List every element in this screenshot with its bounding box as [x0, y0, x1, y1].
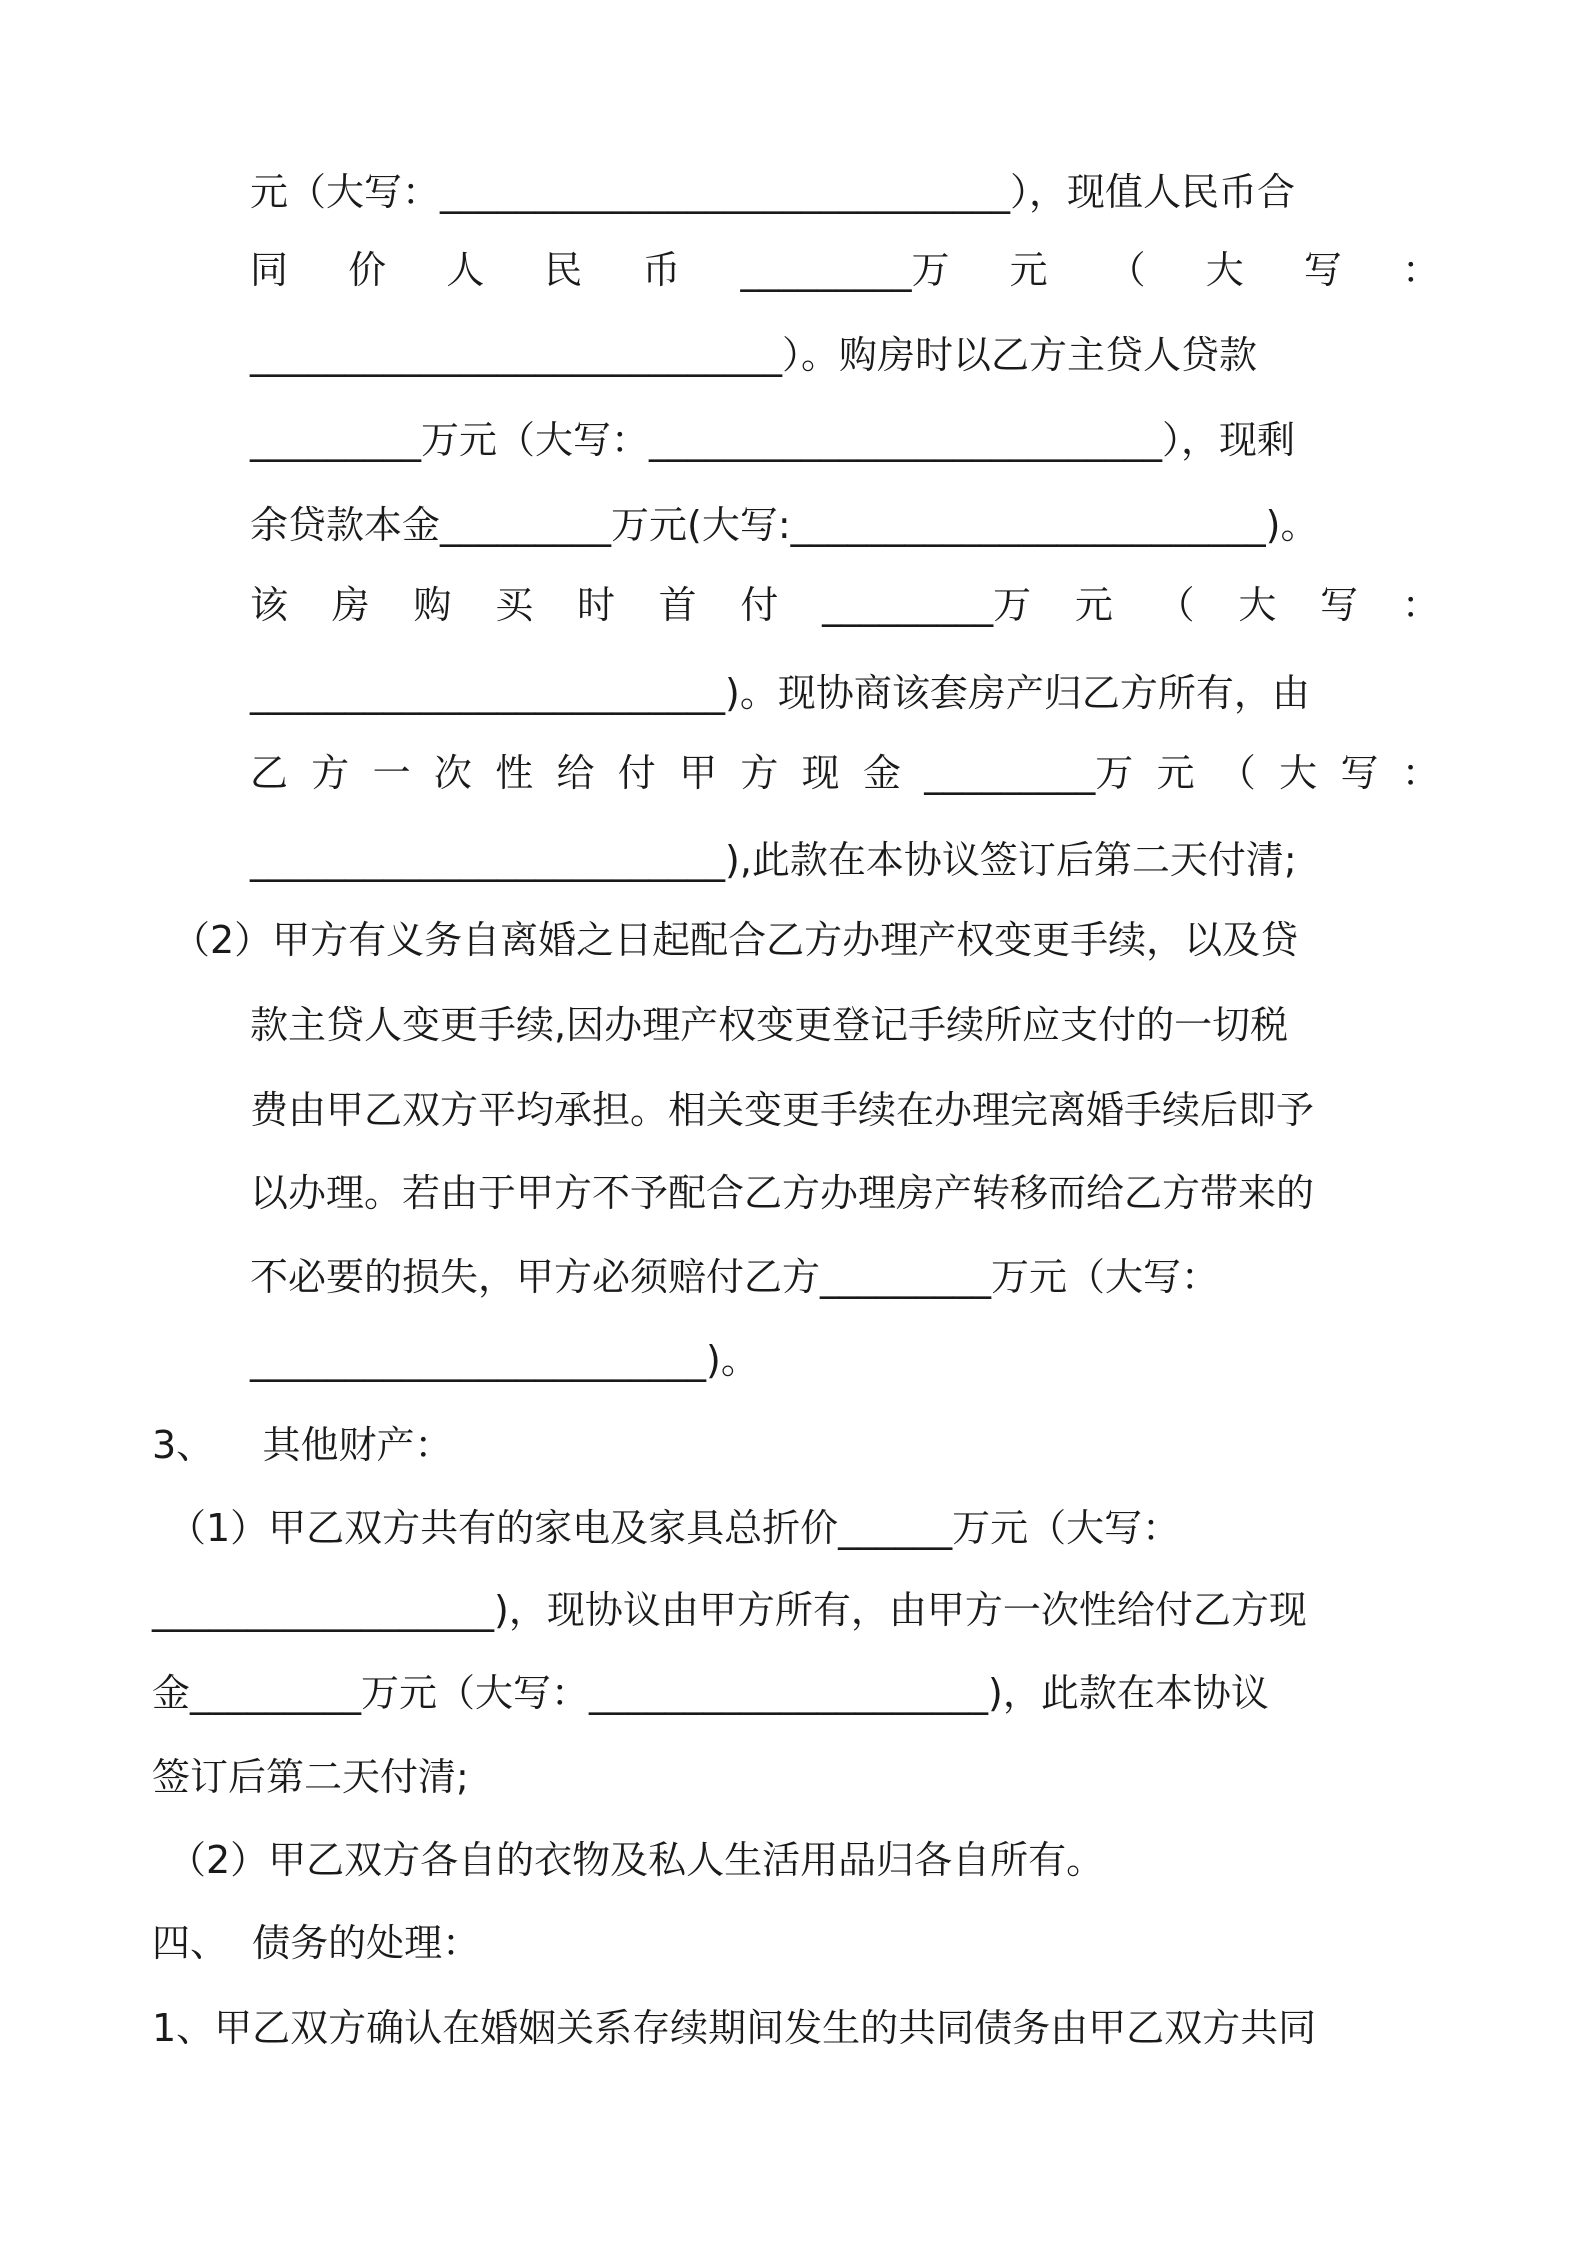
- text-char: 性: [495, 751, 534, 795]
- text-char: 房: [331, 583, 370, 627]
- text-line: _________万元（大写：___________________________），现剩: [250, 418, 1296, 462]
- text-line: [250, 580, 1440, 630]
- text-line: 款主贷人变更手续,因办理产权变更登记手续所应支付的一切税: [250, 1003, 1289, 1047]
- text-char: 元: [1156, 751, 1195, 795]
- text-char: 人: [446, 248, 485, 292]
- text-char: ：: [1401, 248, 1440, 292]
- text-char: 乙: [250, 751, 289, 795]
- text-char: （: [1156, 583, 1195, 627]
- text-line: __________________)，现协议由甲方所有，由甲方一次性给付乙方现: [152, 1588, 1307, 1632]
- text-char: _________万: [740, 248, 950, 292]
- text-char: 该: [250, 583, 289, 627]
- text-line: ____________________________）。购房时以乙方主贷人贷款: [250, 333, 1258, 377]
- text-char: _________万: [822, 583, 1032, 627]
- text-char: 购: [413, 583, 452, 627]
- text-line: ________________________)。: [250, 1338, 759, 1382]
- text-char: 付: [617, 751, 656, 795]
- text-line: [250, 245, 1440, 295]
- text-char: 同: [250, 248, 289, 292]
- text-char: ：: [1401, 583, 1440, 627]
- text-char: 写: [1320, 583, 1359, 627]
- text-line: 金_________万元（大写：_____________________)，此款在本协议: [152, 1671, 1269, 1715]
- text-char: 方: [740, 751, 779, 795]
- text-char: 给: [556, 751, 595, 795]
- text-char: 甲: [679, 751, 718, 795]
- text-char: 时: [576, 583, 615, 627]
- text-line: （2）甲方有义务自离婚之日起配合乙方办理产权变更手续，以及贷: [172, 918, 1299, 962]
- text-line: _________________________),此款在本协议签订后第二天付清;: [250, 838, 1297, 882]
- text-char: 写: [1303, 248, 1342, 292]
- text-char: 元: [1009, 248, 1048, 292]
- text-char: 首: [658, 583, 697, 627]
- text-char: _________万: [924, 751, 1134, 795]
- text-char: 写: [1340, 751, 1379, 795]
- text-char: 金: [862, 751, 901, 795]
- text-line: 余贷款本金_________万元(大写:_________________________)。: [250, 503, 1319, 547]
- text-char: 大: [1279, 751, 1318, 795]
- text-char: 大: [1238, 583, 1277, 627]
- text-char: 一: [372, 751, 411, 795]
- text-char: 方: [311, 751, 350, 795]
- text-char: （: [1217, 751, 1256, 795]
- text-char: 价: [348, 248, 387, 292]
- text-char: 付: [740, 583, 779, 627]
- text-line: _________________________)。现协商该套房产归乙方所有，由: [250, 671, 1310, 715]
- text-line: 1、甲乙双方确认在婚姻关系存续期间发生的共同债务由甲乙双方共同: [152, 2006, 1317, 2050]
- text-line: 元（大写：______________________________），现值人民币合: [250, 170, 1296, 214]
- text-line: 以办理。若由于甲方不予配合乙方办理房产转移而给乙方带来的: [250, 1171, 1315, 1215]
- text-line: [250, 748, 1440, 798]
- section-heading: 3、 其他财产：: [152, 1423, 453, 1467]
- text-char: 买: [495, 583, 534, 627]
- text-char: 大: [1205, 248, 1244, 292]
- text-char: （: [1107, 248, 1146, 292]
- text-line: （1）甲乙双方共有的家电及家具总折价______万元（大写：: [168, 1506, 1181, 1550]
- text-char: 民: [544, 248, 583, 292]
- text-line: 签订后第二天付清;: [152, 1755, 469, 1799]
- text-line: 不必要的损失，甲方必须赔付乙方_________万元（大写：: [250, 1255, 1220, 1299]
- text-char: 币: [642, 248, 681, 292]
- text-line: 费由甲乙双方平均承担。相关变更手续在办理完离婚手续后即予: [250, 1088, 1315, 1132]
- text-char: 现: [801, 751, 840, 795]
- text-char: ：: [1401, 751, 1440, 795]
- text-char: 元: [1074, 583, 1113, 627]
- text-line: （2）甲乙双方各自的衣物及私人生活用品归各自所有。: [168, 1838, 1105, 1882]
- section-heading: 四、 债务的处理：: [152, 1921, 481, 1965]
- text-char: 次: [433, 751, 472, 795]
